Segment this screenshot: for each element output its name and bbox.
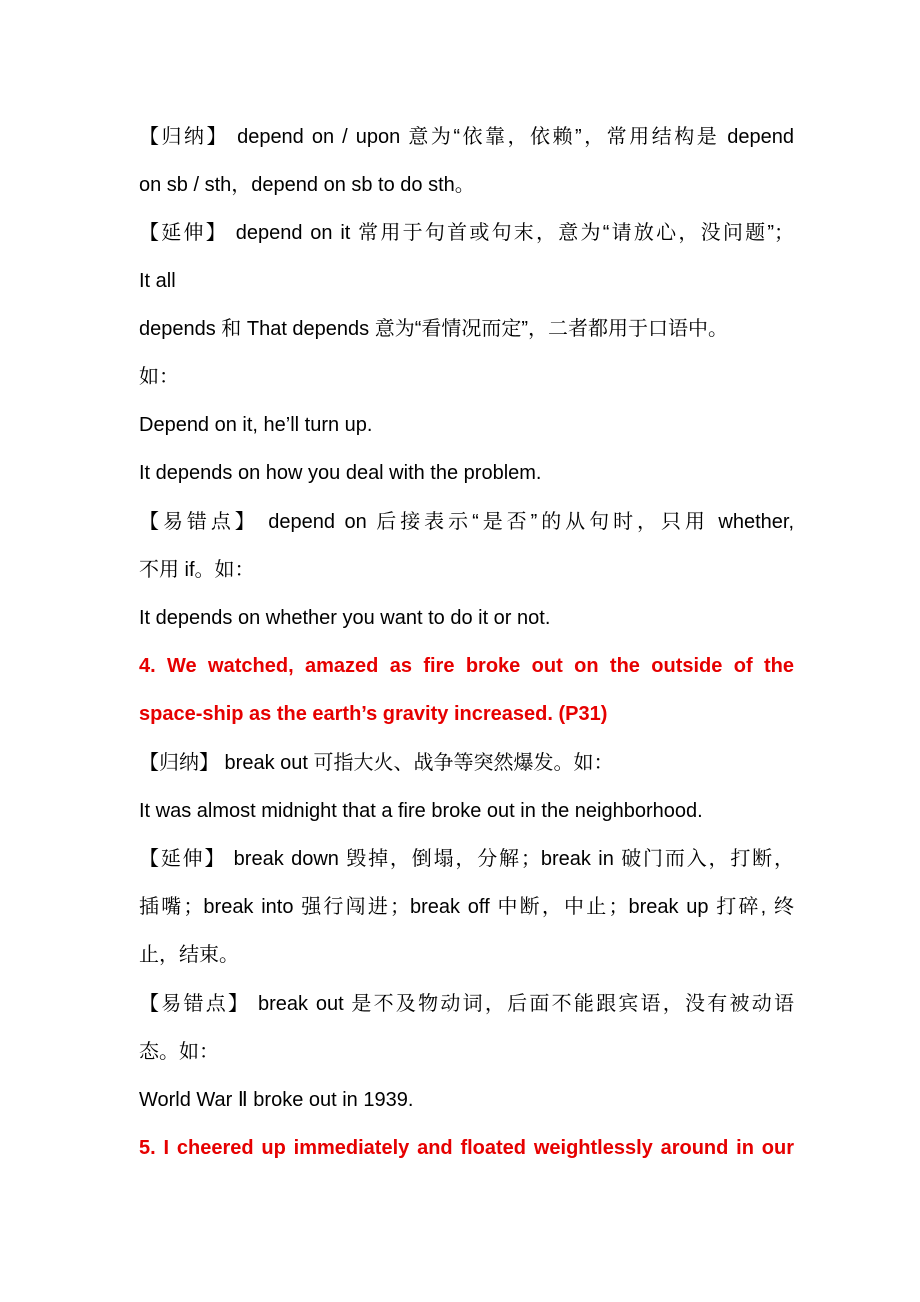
text-line: 【易错点】 break out 是不及物动词，后面不能跟宾语，没有被动语 [139, 993, 794, 1015]
text-line: 【延伸】 break down 毁掉，倒塌，分解；break in 破门而入，打断， [139, 848, 794, 870]
text-line: It all [139, 270, 176, 292]
key-sentence-heading: space-ship as the earth’s gravity increased. (P31) [139, 703, 608, 725]
key-sentence-heading: 5. I cheered up immediately and floated weightlessly around in our [139, 1137, 794, 1159]
key-sentence-heading: 4. We watched, amazed as fire broke out on the outside of the [139, 655, 794, 677]
text-line: 插嘴；break into 强行闯进；break off 中断，中止；break up 打碎, 终 [139, 896, 794, 918]
text-line: 【归纳】 break out 可指大火、战争等突然爆发。如： [139, 752, 614, 774]
text-line: 【易错点】 depend on 后接表示“是否”的从句时，只用 whether, [139, 511, 794, 533]
example-sentence: World War Ⅱ broke out in 1939. [139, 1089, 414, 1111]
example-sentence: Depend on it, he’ll turn up. [139, 414, 373, 436]
text-line: depends 和 That depends 意为“看情况而定”，二者都用于口语中。 [139, 318, 729, 340]
text-line: 不用 if。如： [139, 559, 255, 581]
example-sentence: It depends on whether you want to do it or not. [139, 607, 551, 629]
text-line: on sb / sth，depend on sb to do sth。 [139, 174, 475, 196]
example-sentence: It was almost midnight that a fire broke out in the neighborhood. [139, 800, 703, 822]
text-line: 止，结束。 [139, 944, 239, 966]
text-line: 态。如： [139, 1041, 219, 1063]
text-line: 如： [139, 366, 179, 388]
text-line: 【延伸】 depend on it 常用于句首或句末，意为“请放心，没问题”； [139, 222, 794, 244]
example-sentence: It depends on how you deal with the problem. [139, 462, 542, 484]
text-line: 【归纳】 depend on / upon 意为“依靠，依赖”，常用结构是 depend [139, 126, 794, 148]
